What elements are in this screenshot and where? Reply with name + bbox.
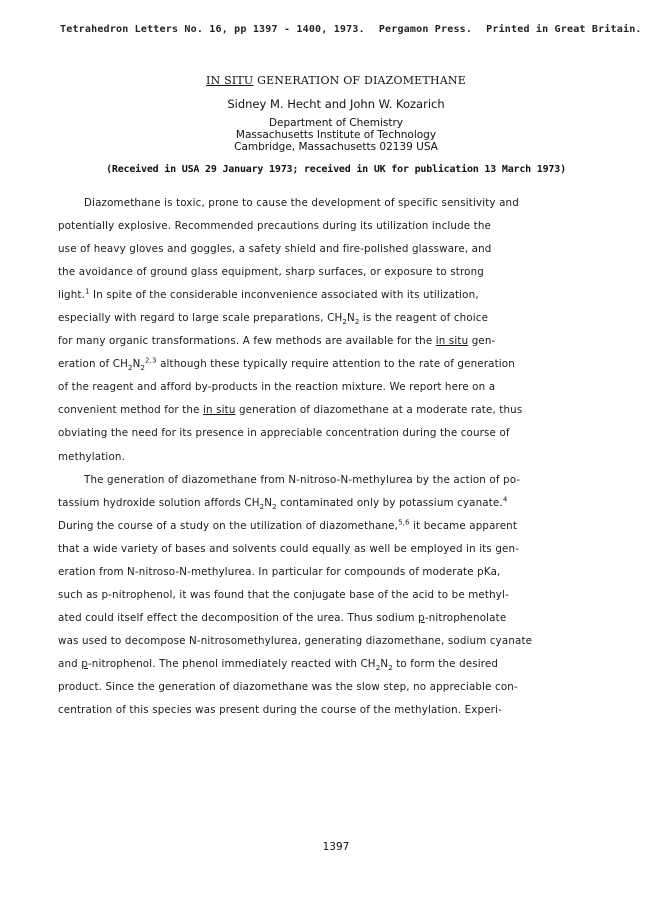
title-rest: GENERATION OF DIAZOMETHANE: [253, 74, 466, 87]
text-span: gen-: [468, 335, 496, 348]
subscript: 2: [354, 318, 360, 327]
subscript: 2: [342, 318, 347, 327]
page-number: 1397: [322, 841, 350, 853]
text-span: N: [132, 358, 141, 371]
text-span: N: [264, 496, 273, 509]
footnote-ref: 1: [85, 287, 90, 296]
authors: Sidney M. Hecht and John W. Kozarich: [227, 97, 445, 111]
text-span: convenient method for the: [58, 404, 204, 417]
underlined-p: p: [81, 657, 88, 670]
subscript: 2: [388, 663, 393, 672]
text-line: that a wide variety of bases and solvents could equally as well be employed in its gen-: [58, 542, 520, 555]
text-line: product. Since the generation of diazomethane was the slow step, no appreciable con-: [58, 680, 518, 693]
text-span: -nitrophenolate: [424, 611, 507, 624]
body-text: [58, 192, 618, 722]
subscript: 2: [375, 663, 381, 672]
text-span: tassium hydroxide solution affords CH: [58, 496, 260, 509]
subscript: 2: [272, 502, 277, 511]
text-line: use of heavy gloves and goggles, a safety shield and fire-polished glassware, and: [58, 243, 492, 256]
text-line: the avoidance of ground glass equipment, sharp surfaces, or exposure to strong: [58, 266, 484, 279]
subscript: 2: [127, 364, 133, 373]
subscript: 2: [140, 364, 146, 373]
underlined-p: p: [418, 611, 425, 624]
text-line: centration of this species was present during the course of the methylation. Experi-: [58, 704, 502, 717]
text-span: light.: [58, 289, 85, 302]
text-span: eration of CH: [58, 358, 128, 371]
text-line: [58, 330, 618, 353]
text-line: of the reagent and afford by-products in the reaction mixture. We report here on a: [58, 381, 496, 394]
footnote-ref: 2,3: [145, 356, 157, 365]
text-span: N: [347, 312, 355, 325]
affiliation: [0, 117, 672, 153]
text-line: [58, 515, 618, 538]
text-span: contaminated only by potassium cyanate.: [276, 496, 503, 509]
text-span: for many organic transformations. A few methods are available for the: [58, 335, 436, 348]
received-dates: (Received in USA 29 January 1973; received in UK for publication 13 March 1973): [106, 164, 566, 175]
text-line: methylation.: [58, 450, 125, 463]
text-line: such as p-nitrophenol, it was found that the conjugate base of the acid to be methyl-: [58, 588, 509, 601]
text-line: [58, 492, 618, 515]
text-line: [58, 353, 618, 376]
in-situ-underlined: in situ: [203, 404, 236, 417]
text-line: [58, 284, 618, 307]
title-in-situ: IN SITU: [206, 74, 254, 87]
text-span: to form the desired: [392, 657, 499, 670]
journal-header: [60, 24, 642, 35]
text-span: it became apparent: [409, 519, 518, 532]
text-line: [58, 399, 618, 422]
text-span: During the course of a study on the utilization of diazomethane,: [58, 519, 399, 532]
affiliation-inst: Massachusetts Institute of Technology: [235, 129, 437, 141]
text-span: especially with regard to large scale preparations, CH: [58, 312, 343, 325]
text-line: eration from N-nitroso-N-methylurea. In particular for compounds of moderate pKa,: [58, 565, 501, 578]
text-span: In spite of the considerable inconvenience associated with its utilization,: [89, 289, 479, 302]
affiliation-city: Cambridge, Massachusetts 02139 USA: [234, 141, 438, 153]
text-span: generation of diazomethane at a moderate rate, thus: [235, 404, 523, 417]
paper-title: [0, 74, 672, 87]
text-line: The generation of diazomethane from N-nitroso-N-methylurea by the action of po-: [84, 473, 521, 486]
subscript: 2: [259, 502, 265, 511]
text-line: [58, 307, 618, 330]
footnote-ref: 4: [502, 495, 508, 504]
publisher: Pergamon Press.: [378, 24, 473, 35]
text-line: Diazomethane is toxic, prone to cause the development of specific sensitivity and: [84, 197, 519, 209]
text-span: -nitrophenol. The phenol immediately reacted with CH: [87, 657, 376, 670]
affiliation-dept: Department of Chemistry: [268, 117, 404, 129]
text-line: [58, 653, 618, 676]
text-span: is the reagent of choice: [359, 312, 489, 325]
in-situ-underlined: in situ: [435, 335, 469, 348]
text-span: N: [380, 657, 389, 670]
footnote-ref: 5,6: [398, 518, 410, 527]
text-span: ated could itself effect the decomposition of the urea. Thus sodium: [58, 611, 419, 624]
text-line: obviating the need for its presence in appreciable concentration during the course of: [58, 427, 510, 440]
journal-citation: Tetrahedron Letters No. 16, pp 1397 - 1400, 1973.: [60, 24, 365, 35]
printed-in: Printed in Great Britain.: [486, 24, 642, 35]
text-span: although these typically require attention to the rate of generation: [156, 358, 515, 371]
text-line: [58, 607, 618, 630]
text-span: and: [58, 657, 82, 670]
text-line: was used to decompose N-nitrosomethylurea, generating diazomethane, sodium cyanate: [58, 634, 533, 647]
text-line: potentially explosive. Recommended precautions during its utilization include the: [58, 220, 492, 233]
